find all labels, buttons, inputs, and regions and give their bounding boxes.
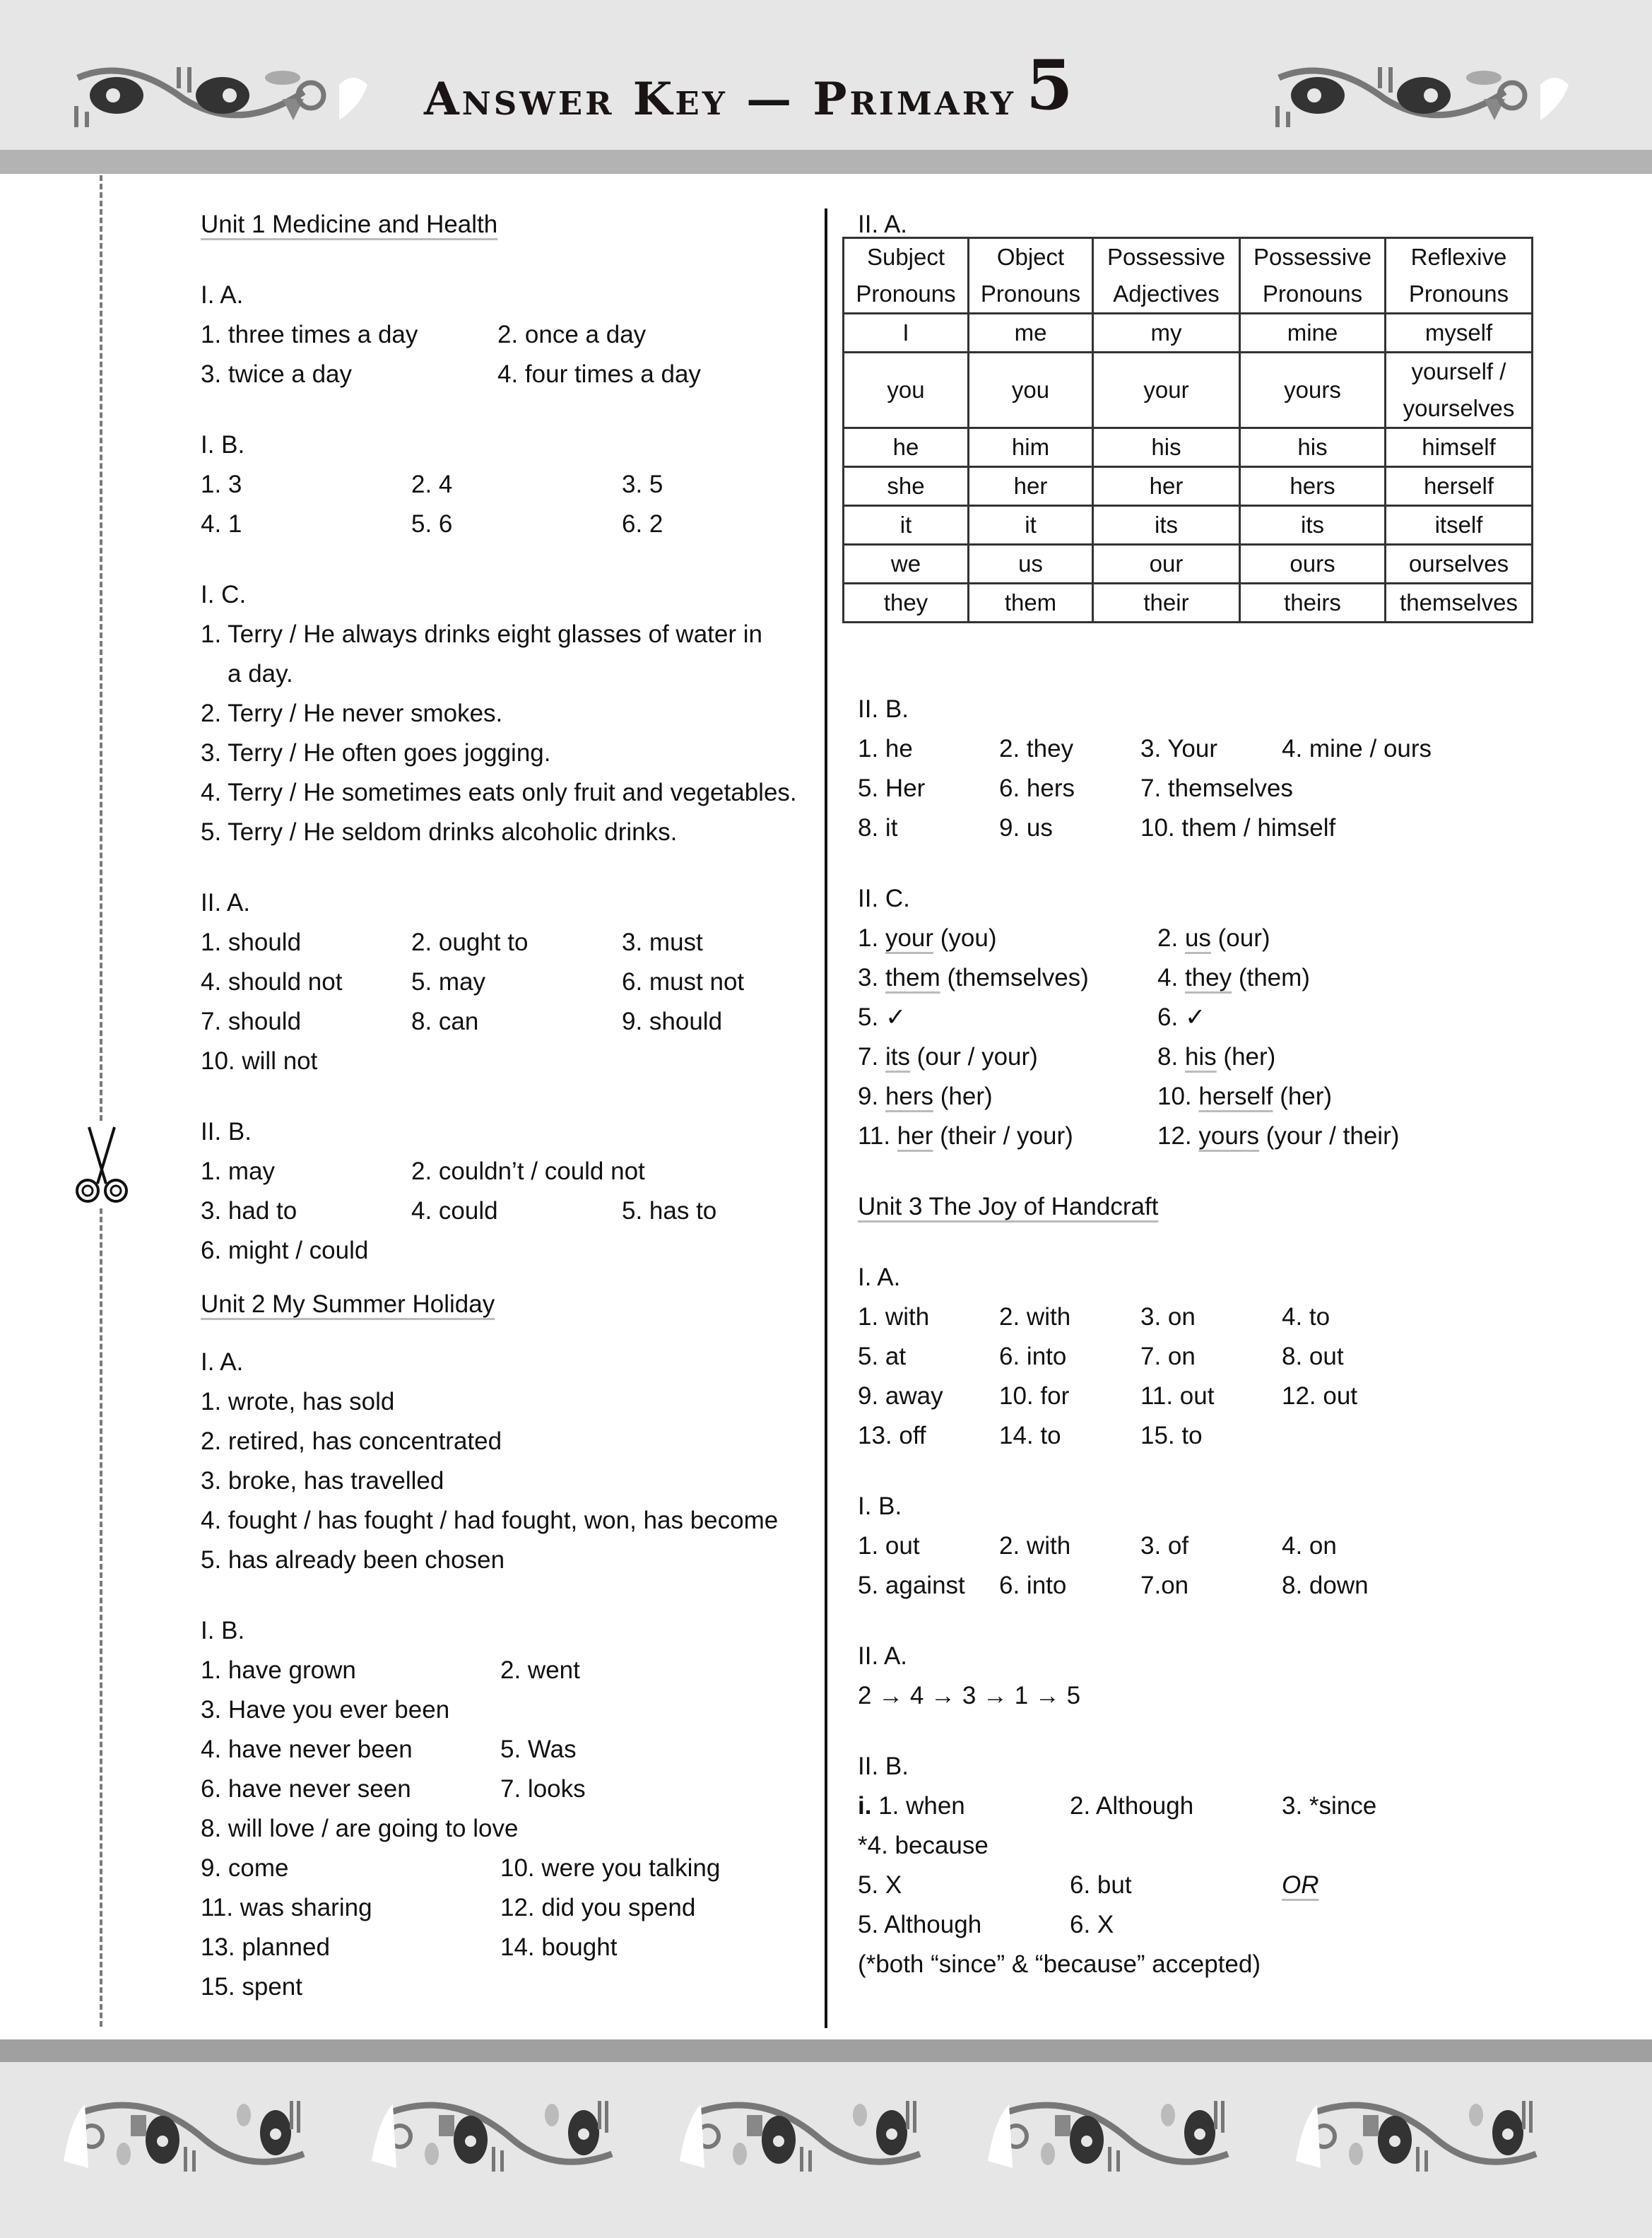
answer-row — [201, 1730, 822, 1769]
table-cell: my — [1093, 314, 1240, 353]
answer: 7.on — [1140, 1572, 1189, 1599]
pronoun-table — [842, 237, 1533, 623]
section-label: I. A. — [858, 1264, 901, 1291]
answer: 4. have never been — [201, 1736, 413, 1763]
answer — [858, 1786, 1070, 1826]
answer: 2. couldn’t / could not — [411, 1158, 645, 1185]
answer-row — [201, 1888, 822, 1928]
header-line: Adjectives — [1113, 281, 1220, 307]
answer: 3. on — [1140, 1303, 1196, 1331]
answer: 7. themselves — [1140, 775, 1293, 802]
table-row — [844, 314, 1533, 353]
item-number: 12. — [1157, 1122, 1192, 1150]
answer-row — [858, 1337, 1564, 1377]
table-cell: theirs — [1240, 584, 1386, 623]
answer: 10. were you talking — [500, 1854, 721, 1882]
table-cell: you — [969, 353, 1093, 428]
answer: 5. at — [858, 1343, 907, 1370]
table-row — [844, 428, 1533, 467]
grade-number: 5 — [1025, 45, 1076, 125]
right-column-lower — [858, 690, 1564, 1984]
title-text: Answer Key — Primary — [424, 73, 1016, 126]
answer: 13. off — [858, 1422, 926, 1449]
table-cell: it — [969, 506, 1093, 545]
table-cell: I — [844, 314, 969, 353]
answer: 2. ought to — [411, 929, 529, 956]
table-cell: his — [1093, 428, 1240, 467]
section-label: I. A. — [201, 281, 244, 309]
answer-row: 3. broke, has travelled — [201, 1467, 444, 1495]
answer-row — [201, 962, 822, 1002]
answer: 9. away — [858, 1382, 943, 1410]
answer: *4. because — [858, 1832, 989, 1859]
answer-row — [858, 1826, 1564, 1866]
sub-label: i. — [858, 1792, 872, 1820]
answer: 5. Although — [858, 1911, 982, 1938]
item-number: 5. — [858, 1003, 879, 1031]
section-label: I. C. — [201, 581, 247, 608]
answer-row: 2. retired, has concentrated — [201, 1427, 502, 1455]
answer: 4. four times a day — [497, 360, 701, 388]
table-cell: them — [969, 584, 1093, 623]
section-label: II. C. — [858, 885, 910, 912]
section-label: II. B. — [858, 1753, 909, 1780]
answer — [1157, 958, 1310, 998]
answer: 1. out — [858, 1532, 920, 1560]
section-label: II. A. — [858, 211, 908, 238]
answer-row: 4. fought / has fought / had fought, won, has become — [201, 1507, 779, 1534]
header-line: Pronouns — [980, 281, 1081, 307]
answer: 4. could — [411, 1197, 498, 1225]
item-number: 6. — [1157, 1003, 1179, 1031]
table-cell: itself — [1386, 506, 1533, 545]
answer-row — [201, 315, 822, 355]
answer: 8. will love / are going to love — [201, 1815, 519, 1842]
answer-row — [201, 465, 822, 505]
table-cell: she — [844, 467, 969, 506]
table-cell: herself — [1386, 467, 1533, 506]
table-cell: we — [844, 545, 969, 584]
unit-title: Unit 3 The Joy of Handcraft — [858, 1193, 1159, 1220]
answer: 9. us — [999, 814, 1053, 842]
item-number: 2. — [1157, 924, 1179, 952]
answer: 6. into — [999, 1343, 1067, 1370]
answer: 14. bought — [500, 1933, 618, 1961]
check-icon: ✓ — [885, 1003, 907, 1031]
answer: 3. must — [622, 929, 703, 956]
answer: 11. out — [1140, 1382, 1215, 1410]
answer — [858, 919, 1157, 958]
original-word: (our) — [1217, 924, 1270, 952]
table-cell: her — [969, 467, 1093, 506]
sequence-answer: 2 → 4 → 3 → 1 → 5 — [858, 1682, 1081, 1709]
answer — [858, 1077, 1157, 1117]
answer: 10. for — [999, 1382, 1070, 1410]
answer: 5. Her — [858, 775, 926, 802]
header-line: Possessive — [1107, 244, 1225, 270]
answer: 3. twice a day — [201, 360, 352, 388]
answer-row — [858, 1905, 1564, 1945]
answer: 2. once a day — [497, 321, 647, 348]
check-icon: ✓ — [1184, 1003, 1206, 1031]
answer: 5. may — [411, 968, 486, 996]
corrected-word: herself — [1198, 1083, 1273, 1110]
table-cell: our — [1093, 545, 1240, 584]
answer: 8. it — [858, 814, 898, 842]
table-cell: your — [1093, 353, 1240, 428]
header-line: Subject — [866, 244, 945, 270]
corrected-word: they — [1184, 964, 1232, 991]
answer: 4. mine / ours — [1282, 735, 1432, 762]
table-cell: her — [1093, 467, 1240, 506]
section-label: I. B. — [858, 1492, 902, 1520]
footer-bar — [0, 2039, 1652, 2062]
answer-text: 1. when — [878, 1792, 965, 1820]
table-cell: hers — [1240, 467, 1386, 506]
answer: 4. should not — [201, 968, 343, 996]
original-word: (her) — [940, 1083, 993, 1110]
page-title — [424, 45, 1076, 131]
answer: 5. has to — [622, 1197, 717, 1225]
answer: 6. 2 — [622, 510, 663, 538]
answer — [858, 1037, 1157, 1077]
answer-row — [201, 355, 822, 394]
corrected-word: hers — [885, 1083, 934, 1110]
answer: 3. 5 — [622, 471, 663, 498]
table-cell: themselves — [1386, 584, 1533, 623]
table-cell: they — [844, 584, 969, 623]
table-cell: their — [1093, 584, 1240, 623]
answer: 13. planned — [201, 1933, 330, 1961]
answer-row — [858, 1117, 1564, 1156]
answer-row — [858, 1416, 1564, 1456]
answer-row — [201, 1928, 822, 1967]
answer-row — [858, 1566, 1564, 1606]
cell-line: yourselves — [1403, 395, 1515, 421]
corrected-word: us — [1184, 924, 1211, 952]
item-number: 10. — [1157, 1083, 1192, 1110]
answer: 5. Was — [500, 1736, 577, 1763]
section-label: I. B. — [201, 431, 245, 459]
table-header — [1386, 238, 1533, 314]
answer — [858, 958, 1157, 998]
answer-row — [858, 958, 1564, 998]
table-cell: us — [969, 545, 1093, 584]
answer: 9. come — [201, 1854, 289, 1882]
floral-ornament-icon — [71, 57, 382, 134]
answer: 12. did you spend — [500, 1894, 696, 1921]
answer-row — [858, 1866, 1564, 1905]
section-label: II. A. — [201, 889, 251, 917]
answer: 10. them / himself — [1140, 814, 1336, 842]
answer-row — [201, 1769, 822, 1809]
answer: 1. may — [201, 1158, 276, 1185]
answer: 6. must not — [622, 968, 745, 996]
answer: 2. went — [500, 1656, 580, 1684]
unit-title: Unit 2 My Summer Holiday — [201, 1290, 495, 1318]
table-header — [1240, 238, 1386, 314]
section-label: I. A. — [201, 1348, 244, 1376]
answer — [858, 1117, 1157, 1156]
table-header — [1093, 238, 1240, 314]
answer-row — [858, 1077, 1564, 1117]
cut-line — [100, 175, 102, 2027]
answer-row — [201, 1967, 822, 2007]
answer-row: 5. Terry / He seldom drinks alcoholic drinks. — [201, 818, 678, 846]
corrected-word: his — [1184, 1043, 1217, 1071]
table-cell: me — [969, 314, 1093, 353]
answer-row — [858, 998, 1564, 1037]
header-line: Pronouns — [1262, 281, 1363, 307]
answer: 3. Have you ever been — [201, 1696, 450, 1724]
answer — [1157, 1117, 1399, 1156]
table-cell: yours — [1240, 353, 1386, 428]
answer: 1. have grown — [201, 1656, 356, 1684]
page-footer — [0, 2062, 1652, 2238]
item-number: 3. — [858, 964, 879, 991]
answer: 5. X — [858, 1871, 902, 1899]
section-label: II. A. — [858, 1642, 908, 1670]
answer: 3. *since — [1282, 1792, 1377, 1820]
answer-row — [201, 1191, 822, 1231]
answer-row: 1. wrote, has sold — [201, 1388, 395, 1415]
header-line: Object — [996, 244, 1065, 270]
answer-row: 2. Terry / He never smokes. — [201, 700, 503, 727]
answer: 8. out — [1282, 1343, 1344, 1370]
item-number: 4. — [1157, 964, 1179, 991]
answer: 2. with — [999, 1532, 1071, 1560]
answer-row — [201, 1651, 822, 1690]
answer-row: a day. — [228, 660, 293, 688]
floral-ornament-icon — [64, 2097, 1604, 2175]
answer-row — [858, 769, 1564, 808]
answer: 1. with — [858, 1303, 930, 1331]
answer-row — [858, 919, 1564, 958]
original-word: (her) — [1223, 1043, 1276, 1071]
answer: 10. will not — [201, 1047, 318, 1075]
table-cell: ourselves — [1386, 545, 1533, 584]
answer-row — [201, 1152, 822, 1191]
answer: 12. out — [1282, 1382, 1358, 1410]
original-word: (you) — [940, 924, 997, 952]
answer: 15. spent — [201, 1973, 302, 2001]
answer: 2. Although — [1070, 1792, 1194, 1820]
answer-row — [858, 1037, 1564, 1077]
section-label: II. B. — [201, 1118, 252, 1145]
original-word: (your / their) — [1265, 1122, 1400, 1150]
header-line: Possessive — [1253, 244, 1371, 270]
section-label: II. B. — [858, 695, 909, 723]
original-word: (her) — [1280, 1083, 1333, 1110]
answer-row: 5. has already been chosen — [201, 1546, 505, 1574]
item-number: 9. — [858, 1083, 879, 1110]
answer-row — [201, 1042, 822, 1081]
table-row — [844, 467, 1533, 506]
answer-row — [858, 729, 1564, 769]
answer: 6. into — [999, 1572, 1067, 1599]
table-cell: ours — [1240, 545, 1386, 584]
table-cell: himself — [1386, 428, 1533, 467]
answer: 1. should — [201, 929, 302, 956]
table-cell: myself — [1386, 314, 1533, 353]
answer: 4. 1 — [201, 510, 242, 538]
original-word: (our / your) — [916, 1043, 1038, 1071]
answer — [1157, 1077, 1332, 1117]
answer: 14. to — [999, 1422, 1061, 1449]
answer-row: 4. Terry / He sometimes eats only fruit and vegetables. — [201, 779, 797, 806]
item-number: 1. — [858, 924, 879, 952]
answer: 4. on — [1282, 1532, 1337, 1560]
answer-row — [858, 1786, 1564, 1826]
corrected-word: its — [885, 1043, 910, 1071]
footnote: (*both “since” & “because” accepted) — [858, 1950, 1261, 1978]
answer — [1157, 919, 1270, 958]
table-cell: his — [1240, 428, 1386, 467]
answer: 8. down — [1282, 1572, 1369, 1599]
answer: 2. with — [999, 1303, 1071, 1331]
answer: 3. Your — [1140, 735, 1217, 762]
table-row — [844, 353, 1533, 428]
answer — [1157, 1037, 1275, 1077]
column-divider — [825, 208, 827, 2028]
answer: 2. they — [999, 735, 1074, 762]
table-cell: its — [1093, 506, 1240, 545]
answer: 6. might / could — [201, 1237, 369, 1264]
answer: 3. had to — [201, 1197, 297, 1225]
table-cell: it — [844, 506, 969, 545]
answer: 4. to — [1282, 1303, 1331, 1331]
answer: 3. of — [1140, 1532, 1189, 1560]
corrected-word: her — [897, 1122, 933, 1150]
header-line: Pronouns — [1408, 281, 1509, 307]
header-line: Reflexive — [1410, 244, 1507, 270]
table-cell: he — [844, 428, 969, 467]
answer-row — [858, 1297, 1564, 1337]
answer-row — [858, 808, 1564, 848]
answer-row — [858, 1526, 1564, 1566]
answer-row — [201, 1849, 822, 1888]
answer: 1. he — [858, 735, 913, 762]
table-header — [969, 238, 1093, 314]
answer — [1157, 998, 1205, 1037]
table-header-row — [844, 238, 1533, 314]
answer-row — [201, 1809, 822, 1849]
table-cell: its — [1240, 506, 1386, 545]
answer-row — [201, 1690, 822, 1730]
table-cell: mine — [1240, 314, 1386, 353]
answer: 1. 3 — [201, 471, 242, 498]
answer-row: 3. Terry / He often goes jogging. — [201, 739, 551, 767]
header-line: Pronouns — [856, 281, 956, 307]
answer-row — [858, 1377, 1564, 1416]
or-label: OR — [1282, 1871, 1319, 1899]
corrected-word: them — [885, 964, 940, 991]
answer-row — [201, 1231, 822, 1271]
cell-line: yourself / — [1411, 358, 1506, 384]
header-bar — [0, 150, 1652, 174]
scissors-icon — [73, 1124, 130, 1208]
answer: 6. hers — [999, 775, 1075, 802]
answer-row — [201, 923, 822, 962]
answer: 2. 4 — [411, 471, 453, 498]
item-number: 8. — [1157, 1043, 1179, 1071]
answer: 7. on — [1140, 1343, 1196, 1370]
answer-row: 1. Terry / He always drinks eight glasses of water in — [201, 620, 762, 648]
answer-row — [201, 1002, 822, 1042]
answer: 8. can — [411, 1008, 479, 1035]
answer: 5. 6 — [411, 510, 453, 538]
item-number: 7. — [858, 1043, 879, 1071]
answer — [858, 998, 1157, 1037]
table-row — [844, 506, 1533, 545]
table-cell: him — [969, 428, 1093, 467]
answer-row — [201, 505, 822, 544]
answer: 5. against — [858, 1572, 965, 1599]
table-cell — [1386, 353, 1533, 428]
answer: 7. looks — [500, 1775, 586, 1803]
table-row — [844, 545, 1533, 584]
answer: 15. to — [1140, 1422, 1203, 1449]
original-word: (them) — [1238, 964, 1310, 991]
original-word: (their / your) — [940, 1122, 1073, 1150]
unit-title: Unit 1 Medicine and Health — [201, 211, 498, 238]
answer: 1. three times a day — [201, 321, 418, 348]
corrected-word: yours — [1198, 1122, 1259, 1150]
answer: 11. was sharing — [201, 1894, 372, 1921]
answer: 6. X — [1070, 1911, 1114, 1938]
answer: 6. but — [1070, 1871, 1132, 1899]
floral-ornament-icon — [1272, 57, 1583, 134]
original-word: (themselves) — [947, 964, 1089, 991]
answer: 7. should — [201, 1008, 302, 1035]
answer: 9. should — [622, 1008, 723, 1035]
table-row — [844, 584, 1533, 623]
section-label: I. B. — [201, 1617, 245, 1644]
corrected-word: your — [885, 924, 934, 952]
table-header — [844, 238, 969, 314]
left-column — [201, 205, 822, 2007]
item-number: 11. — [858, 1122, 891, 1150]
answer: 6. have never seen — [201, 1775, 411, 1803]
table-cell: you — [844, 353, 969, 428]
